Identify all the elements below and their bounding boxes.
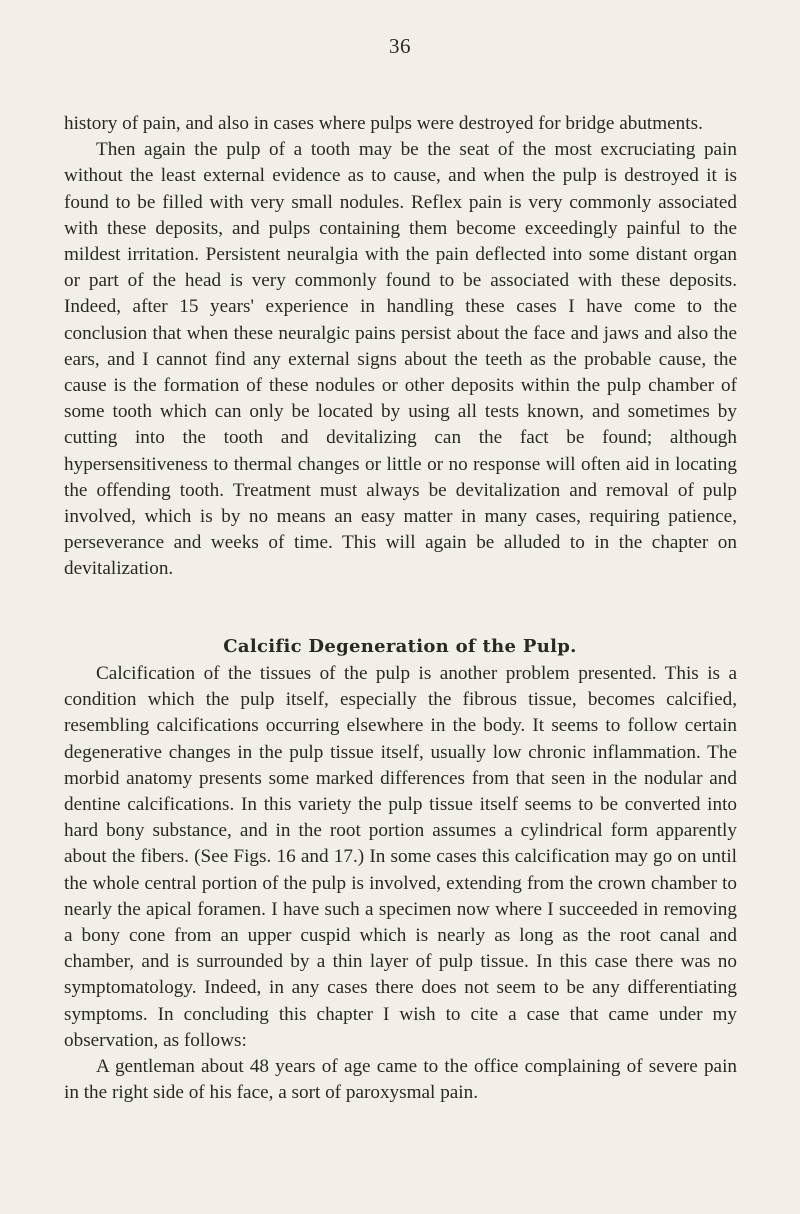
paragraph-case-report: A gentleman about 48 years of age came to the office complaining of severe pain in the right side of his face, a sort of paroxysmal pain. [64,1056,737,1104]
paragraph-pulp-nodules: Then again the pulp of a tooth may be the seat of the most excruciating pain without the least external evidence as to cause, and when the pulp is destroyed it is found to be filled with very small nodules. Reflex pain is very commonly associated with these deposits, and pulps containing them become exceedingly painful to the mildest irritation. Persistent neuralgia with the pain deflected into some distant organ or part of the head is very commonly found to be associated with these deposits. Indeed, after 15 years' experience in handling these cases I have come to the conclusion that when these neuralgic pains persist about the face and jaws and also the ears, and I cannot find any external signs about the teeth as the probable cause, the cause is the formation of these nodules or other deposits within the pulp chamber of some tooth which can only be located by using all tests known, and sometimes by cutting into the tooth and devitalizing can the fact be found; although hypersensitiveness to thermal changes or little or no response will often aid in locating the offending tooth. Treatment must always be devitalization and removal of pulp involved, which is by no means an easy matter in many cases, requiring patience, perseverance and weeks of time. This will again be alluded to in the chapter on devitalization. [64,139,737,580]
section-heading: Calcific Degeneration of the Pulp. [223,636,577,657]
paragraph-calcification: Calcification of the tissues of the pulp is another problem presented. This is a condition which the pulp itself, especially the fibrous tissue, becomes calcified, resembling calcifications occurring elsewhere in the body. It seems to follow certain degenerative changes in the pulp tissue itself, usually low chronic inflammation. The morbid anatomy presents some marked differences from that seen in the nodular and dentine calcifications. In this variety the pulp tissue itself seems to be converted into hard bony substance, and in the root portion assumes a cylindrical form apparently about the fibers. (See Figs. 16 and 17.) In some cases this calcification may go on until the whole central portion of the pulp is involved, extending from the crown chamber to nearly the apical foramen. I have such a specimen now where I succeeded in removing a bony cone from an upper cuspid which is nearly as long as the root canal and chamber, and is surrounded by a thin layer of pulp tissue. In this case there was no symptomatology. Indeed, in any cases there does not seem to be any differentiating symptoms. In concluding this chapter I wish to cite a case that came under my observation, as follows: [64,663,737,1051]
page-number: 36 [389,34,411,58]
body-text-bottom [64,661,737,1106]
paragraph-continuation: history of pain, and also in cases where pulps were destroyed for bridge abutments. [64,113,703,134]
body-text-top [64,111,737,583]
